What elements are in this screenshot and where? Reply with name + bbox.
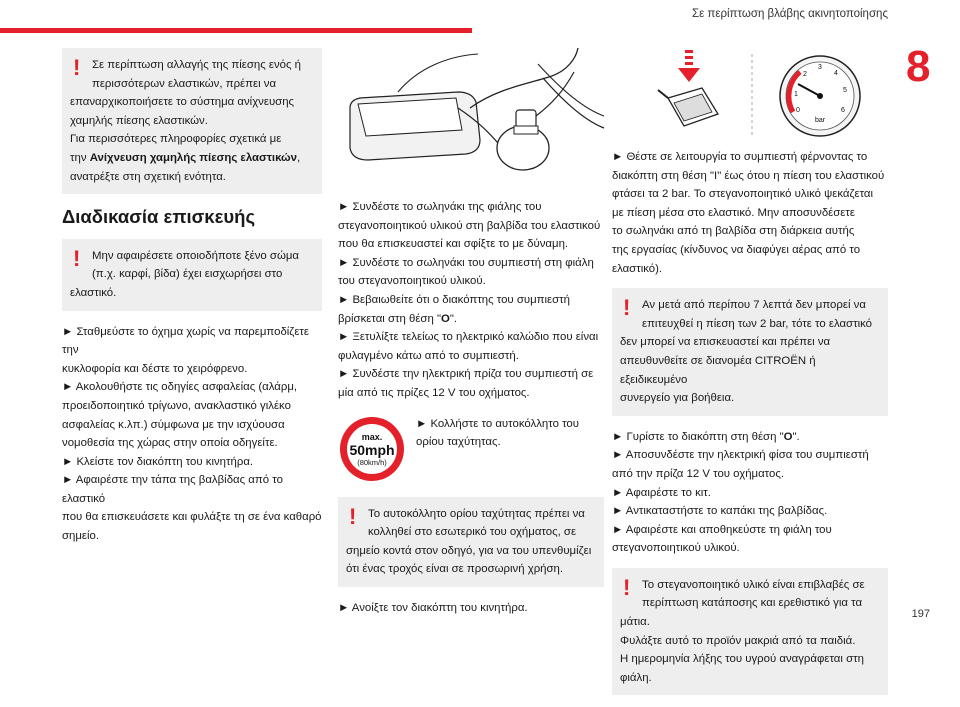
switch-and-gauge-illustration	[612, 48, 888, 148]
column-left	[62, 48, 322, 546]
press-arrow-icon	[678, 50, 700, 82]
compressor-illustration	[338, 48, 604, 198]
compressor-kit-icon	[338, 48, 604, 198]
warning-box-sealant-hazard: ! Το στεγανοποιητικό υλικό είναι επιβλαβές σε περίπτωση κατάποσης και ερεθιστικό για τα μάτια. Φυλάξτε αυτό το προϊόν μακριά από τα παιδιά. Η ημερομηνία λήξης του υγρού αναγράφεται στη φιάλη.	[612, 568, 888, 696]
page-number: 197	[911, 608, 930, 620]
steps-list-right-1: ► Θέστε σε λειτουργία το συμπιεστή φέρνοντας το διακόπτη στη θέση "I" έως ότου η πίεση του ελαστικού φτάσει τα 2 bar. Το στεγανοποιητικό υλικό ψεκάζεται με πίεση μέσα στο ελαστικό. Μην αποσυνδέσετε το σωληνάκι από τη βαλβίδα στη διάρκεια αυτής της εργασίας (κίνδυνος να διαφύγει αέρας από το ελαστικό).	[612, 151, 885, 275]
warning-icon: !	[73, 245, 81, 271]
warning-box-pressure-timeout: ! Αν μετά από περίπου 7 λεπτά δεν μπορεί να επιτευχθεί η πίεση των 2 bar, τότε το ελαστικό δεν μπορεί να επισκευαστεί και πρέπει να απευθυνθείτε σε διανομέα CITROËN ή εξειδικευμένο συνεργείο για βοήθεια.	[612, 288, 888, 416]
section-title-repair-procedure: Διαδικασία επισκευής	[62, 206, 256, 228]
svg-text:0: 0	[796, 107, 800, 114]
warning-icon: !	[349, 503, 357, 529]
steps-list-right-2: ► Γυρίστε το διακόπτη στη θέση "O". ► Αποσυνδέστε την ηλεκτρική φίσα του συμπιεστή από την πρίζα 12 V του οχήματος. ► Αφαιρέστε το κιτ. ► Αντικαταστήστε το καπάκι της βαλβίδας. ► Αφαιρέστε και αποθηκεύστε τη φιάλη του στεγανοποιητικού υλικού.	[612, 430, 869, 555]
warning-icon: !	[623, 295, 631, 321]
svg-text:6: 6	[841, 107, 845, 114]
sign-kmh-value: (80km/h)	[357, 457, 387, 467]
link-low-pressure-detection[interactable]: Ανίχνευση χαμηλής πίεσης ελαστικών	[89, 151, 298, 164]
warning-box-foreign-object: ! Μην αφαιρέσετε οποιοδήποτε ξένο σώμα (π.χ. καρφί, βίδα) έχει εισχωρήσει στο ελαστικό.	[62, 239, 322, 311]
page-header-title: Σε περίπτωση βλάβης ακινητοποίησης	[691, 8, 888, 20]
column-right	[612, 48, 888, 707]
sign-speed-value: 50mph	[349, 441, 395, 458]
warning-icon: !	[623, 574, 631, 600]
svg-text:5: 5	[843, 87, 847, 94]
svg-text:4: 4	[834, 70, 838, 77]
switch-icon	[658, 88, 718, 126]
column-middle	[338, 48, 604, 618]
svg-text:1: 1	[794, 91, 798, 98]
speed-limit-sign-icon	[338, 415, 406, 483]
gauge-unit-label: bar	[814, 117, 826, 124]
steps-list-left: ► Σταθμεύστε το όχημα χωρίς να παρεμποδίζετε την κυκλοφορία και δέστε το χειρόφρενο. ► Ακολουθήστε τις οδηγίες ασφαλείας (αλάρμ, προειδοποιητικό τρίγωνο, ανακλαστικό γιλέκο ασφαλείας κ.λπ.) σύμφωνα με την ισχύουσα νομοθεσία της χώρας στην οποία οδηγείτε. ► Κλείστε τον διακόπτη του κινητήρα. ► Αφαιρέστε την τάπα της βαλβίδας από το ελαστικό που θα επισκευάσετε και φυλάξτε τη σε ένα καθαρό σημείο.	[62, 325, 322, 543]
steps-list-middle: ► Συνδέστε το σωληνάκι της φιάλης του στεγανοποιητικού υλικού στη βαλβίδα του ελαστικού που θα επισκευαστεί και σφίξτε το με δύναμη. ► Συνδέστε το σωληνάκι του συμπιεστή στη φιάλη του στεγανοποιητικού υλικού. ► Βεβαιωθείτε ότι ο διακόπτης του συμπιεστή βρίσκεται στη θέση "O". ► Ξετυλίξτε τελείως το ηλεκτρικό καλώδιο που είναι φυλαγμένο κάτω από το συμπιεστή. ► Συνδέστε την ηλεκτρική πρίζα του συμπιεστή σε μία από τις πρίζες 12 V του οχήματος.	[338, 201, 601, 399]
header-accent-bar	[0, 28, 472, 33]
sign-max-label: max.	[361, 431, 383, 442]
pressure-gauge-icon	[780, 56, 860, 136]
warning-icon: !	[73, 55, 81, 80]
chapter-number: 8	[906, 42, 931, 91]
warning-box-speed-sticker: ! Το αυτοκόλλητο ορίου ταχύτητας πρέπει να κολληθεί στο εσωτερικό του οχήματος, σε σημείο κοντά στον οδηγό, για να του υπενθυμίζει ότι ένας τροχός είναι σε προσωρινή χρήση.	[338, 497, 604, 587]
svg-text:2: 2	[803, 71, 807, 78]
compressor-switch-gauge-icon	[612, 48, 888, 144]
warning-box-pressure-reset: ! Σε περίπτωση αλλαγής της πίεσης ενός ή περισσότερων ελαστικών, πρέπει να επαναρχικοποιήσετε το σύστημα ανίχνευσης χαμηλής πίεσης ελαστικών. Για περισσότερες πληροφορίες σχετικά με την Ανίχνευση χαμηλής πίεσης ελαστικών, ανατρέξτε στη σχετική ενότητα.	[62, 48, 322, 194]
svg-text:3: 3	[818, 64, 822, 71]
speed-sticker-instruction: ► Κολλήστε το αυτοκόλλητο του ορίου ταχύτητας.	[416, 417, 579, 449]
speed-sticker-row	[338, 415, 604, 483]
final-step-ignition: ► Ανοίξτε τον διακόπτη του κινητήρα.	[338, 601, 528, 614]
